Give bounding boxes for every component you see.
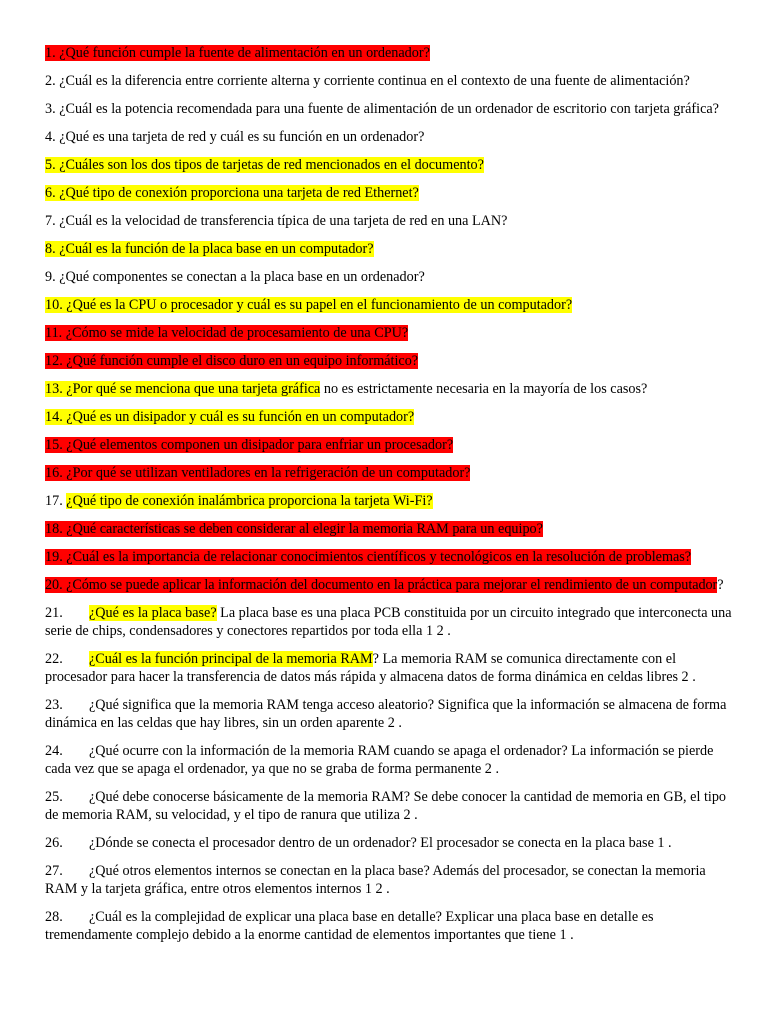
- answer-number: 25.: [45, 789, 63, 805]
- question-6: [45, 184, 738, 202]
- answer-number: 23.: [45, 697, 63, 713]
- answer-27: [45, 862, 738, 898]
- answer-number: 22.: [45, 651, 63, 667]
- question-text: 8. ¿Cuál es la función de la placa base en un computador?: [45, 241, 374, 257]
- question-text: 18. ¿Qué características se deben considerar al elegir la memoria RAM para un equipo?: [45, 521, 543, 537]
- question-11: [45, 324, 738, 342]
- answer-question: ¿Qué otros elementos internos se conectan en la placa base?: [89, 863, 430, 879]
- question-2: [45, 72, 738, 90]
- answer-question: ¿Cuál es la función principal de la memoria RAM: [89, 651, 373, 667]
- question-text: 10. ¿Qué es la CPU o procesador y cuál es su papel en el funcionamiento de un computador?: [45, 297, 573, 313]
- answer-21: [45, 604, 738, 640]
- question-13: [45, 380, 738, 398]
- question-text: 15. ¿Qué elementos componen un disipador para enfriar un procesador?: [45, 437, 454, 453]
- question-14: [45, 408, 738, 426]
- question-text-highlighted: 13. ¿Por qué se menciona que una tarjeta gráfica: [45, 381, 321, 397]
- question-18: [45, 520, 738, 538]
- question-text: 3. ¿Cuál es la potencia recomendada para una fuente de alimentación de un ordenador de escritorio con tarjeta gráfica?: [45, 101, 719, 117]
- answer-text: Se debe conocer la cantidad de memoria en GB, el tipo de memoria RAM, su velocidad, y el tipo de ranura que utiliza 2 .: [45, 789, 727, 823]
- question-text-rest: no es estrictamente necesaria en la mayoría de los casos?: [320, 381, 648, 397]
- answer-number: 26.: [45, 835, 63, 851]
- question-text: 12. ¿Qué función cumple el disco duro en un equipo informático?: [45, 353, 419, 369]
- question-text: 14. ¿Qué es un disipador y cuál es su función en un computador?: [45, 409, 415, 425]
- question-20: [45, 576, 738, 594]
- question-text-plain: 17.: [45, 493, 67, 509]
- question-3: [45, 100, 738, 118]
- question-text: 19. ¿Cuál es la importancia de relacionar conocimientos científicos y tecnológicos en la resolución de problemas?: [45, 549, 692, 565]
- answer-text: Significa que la información se almacena de forma dinámica en las celdas que hay libres, sin un orden aparente 2 .: [45, 697, 727, 731]
- answer-text: ? La memoria RAM se comunica directamente con el procesador para hacer la transferencia de datos más rápida y almacena datos de forma dinámica en celdas libres 2 .: [45, 651, 696, 685]
- answer-24: [45, 742, 738, 778]
- question-9: [45, 268, 738, 286]
- question-text-highlighted: 20. ¿Cómo se puede aplicar la información del documento en la práctica para mejorar el rendimiento de un computador: [45, 577, 718, 593]
- question-text: 6. ¿Qué tipo de conexión proporciona una tarjeta de red Ethernet?: [45, 185, 419, 201]
- question-text: 4. ¿Qué es una tarjeta de red y cuál es su función en un ordenador?: [45, 129, 425, 145]
- question-8: [45, 240, 738, 258]
- question-text: 1. ¿Qué función cumple la fuente de alimentación en un ordenador?: [45, 45, 430, 61]
- answer-text: La información se pierde cada vez que se apaga el ordenador, ya que no se graba de forma permanente 2 .: [45, 743, 714, 777]
- question-7: [45, 212, 738, 230]
- answer-question: ¿Qué significa que la memoria RAM tenga acceso aleatorio?: [89, 697, 435, 713]
- question-1: [45, 44, 738, 62]
- answer-28: [45, 908, 738, 944]
- question-text-rest: ?: [717, 577, 724, 593]
- answer-number: 27.: [45, 863, 63, 879]
- question-12: [45, 352, 738, 370]
- question-15: [45, 436, 738, 454]
- answer-number: 21.: [45, 605, 63, 621]
- question-text: 11. ¿Cómo se mide la velocidad de procesamiento de una CPU?: [45, 325, 409, 341]
- question-19: [45, 548, 738, 566]
- question-text: 16. ¿Por qué se utilizan ventiladores en la refrigeración de un computador?: [45, 465, 471, 481]
- answer-26: [45, 834, 738, 852]
- answer-question: ¿Qué debe conocerse básicamente de la memoria RAM?: [89, 789, 411, 805]
- answer-text: Además del procesador, se conectan la memoria RAM y la tarjeta gráfica, entre otros elementos internos 1 2 .: [45, 863, 706, 897]
- answer-text: Explicar una placa base en detalle es tremendamente complejo debido a la enorme cantidad de elementos importantes que tiene 1 .: [45, 909, 654, 943]
- answer-number: 28.: [45, 909, 63, 925]
- answer-question: ¿Qué ocurre con la información de la memoria RAM cuando se apaga el ordenador?: [89, 743, 568, 759]
- question-5: [45, 156, 738, 174]
- question-text: 2. ¿Cuál es la diferencia entre corriente alterna y corriente continua en el contexto de una fuente de alimentación?: [45, 73, 690, 89]
- question-text: 7. ¿Cuál es la velocidad de transferencia típica de una tarjeta de red en una LAN?: [45, 213, 508, 229]
- answer-text: La placa base es una placa PCB constituida por un circuito integrado que interconecta una serie de chips, condensadores y conectores repartidos por toda ella 1 2 .: [45, 605, 732, 639]
- answer-question: ¿Dónde se conecta el procesador dentro de un ordenador?: [89, 835, 417, 851]
- question-text-highlighted: ¿Qué tipo de conexión inalámbrica proporciona la tarjeta Wi-Fi?: [66, 493, 433, 509]
- answer-23: [45, 696, 738, 732]
- answer-question: ¿Qué es la placa base?: [89, 605, 217, 621]
- question-17: [45, 492, 738, 510]
- question-text: 9. ¿Qué componentes se conectan a la placa base en un ordenador?: [45, 269, 425, 285]
- answer-25: [45, 788, 738, 824]
- question-16: [45, 464, 738, 482]
- question-10: [45, 296, 738, 314]
- question-text: 5. ¿Cuáles son los dos tipos de tarjetas de red mencionados en el documento?: [45, 157, 484, 173]
- question-4: [45, 128, 738, 146]
- answer-22: [45, 650, 738, 686]
- answer-question: ¿Cuál es la complejidad de explicar una placa base en detalle?: [89, 909, 442, 925]
- answer-text: El procesador se conecta en la placa base 1 .: [416, 835, 672, 851]
- answer-number: 24.: [45, 743, 63, 759]
